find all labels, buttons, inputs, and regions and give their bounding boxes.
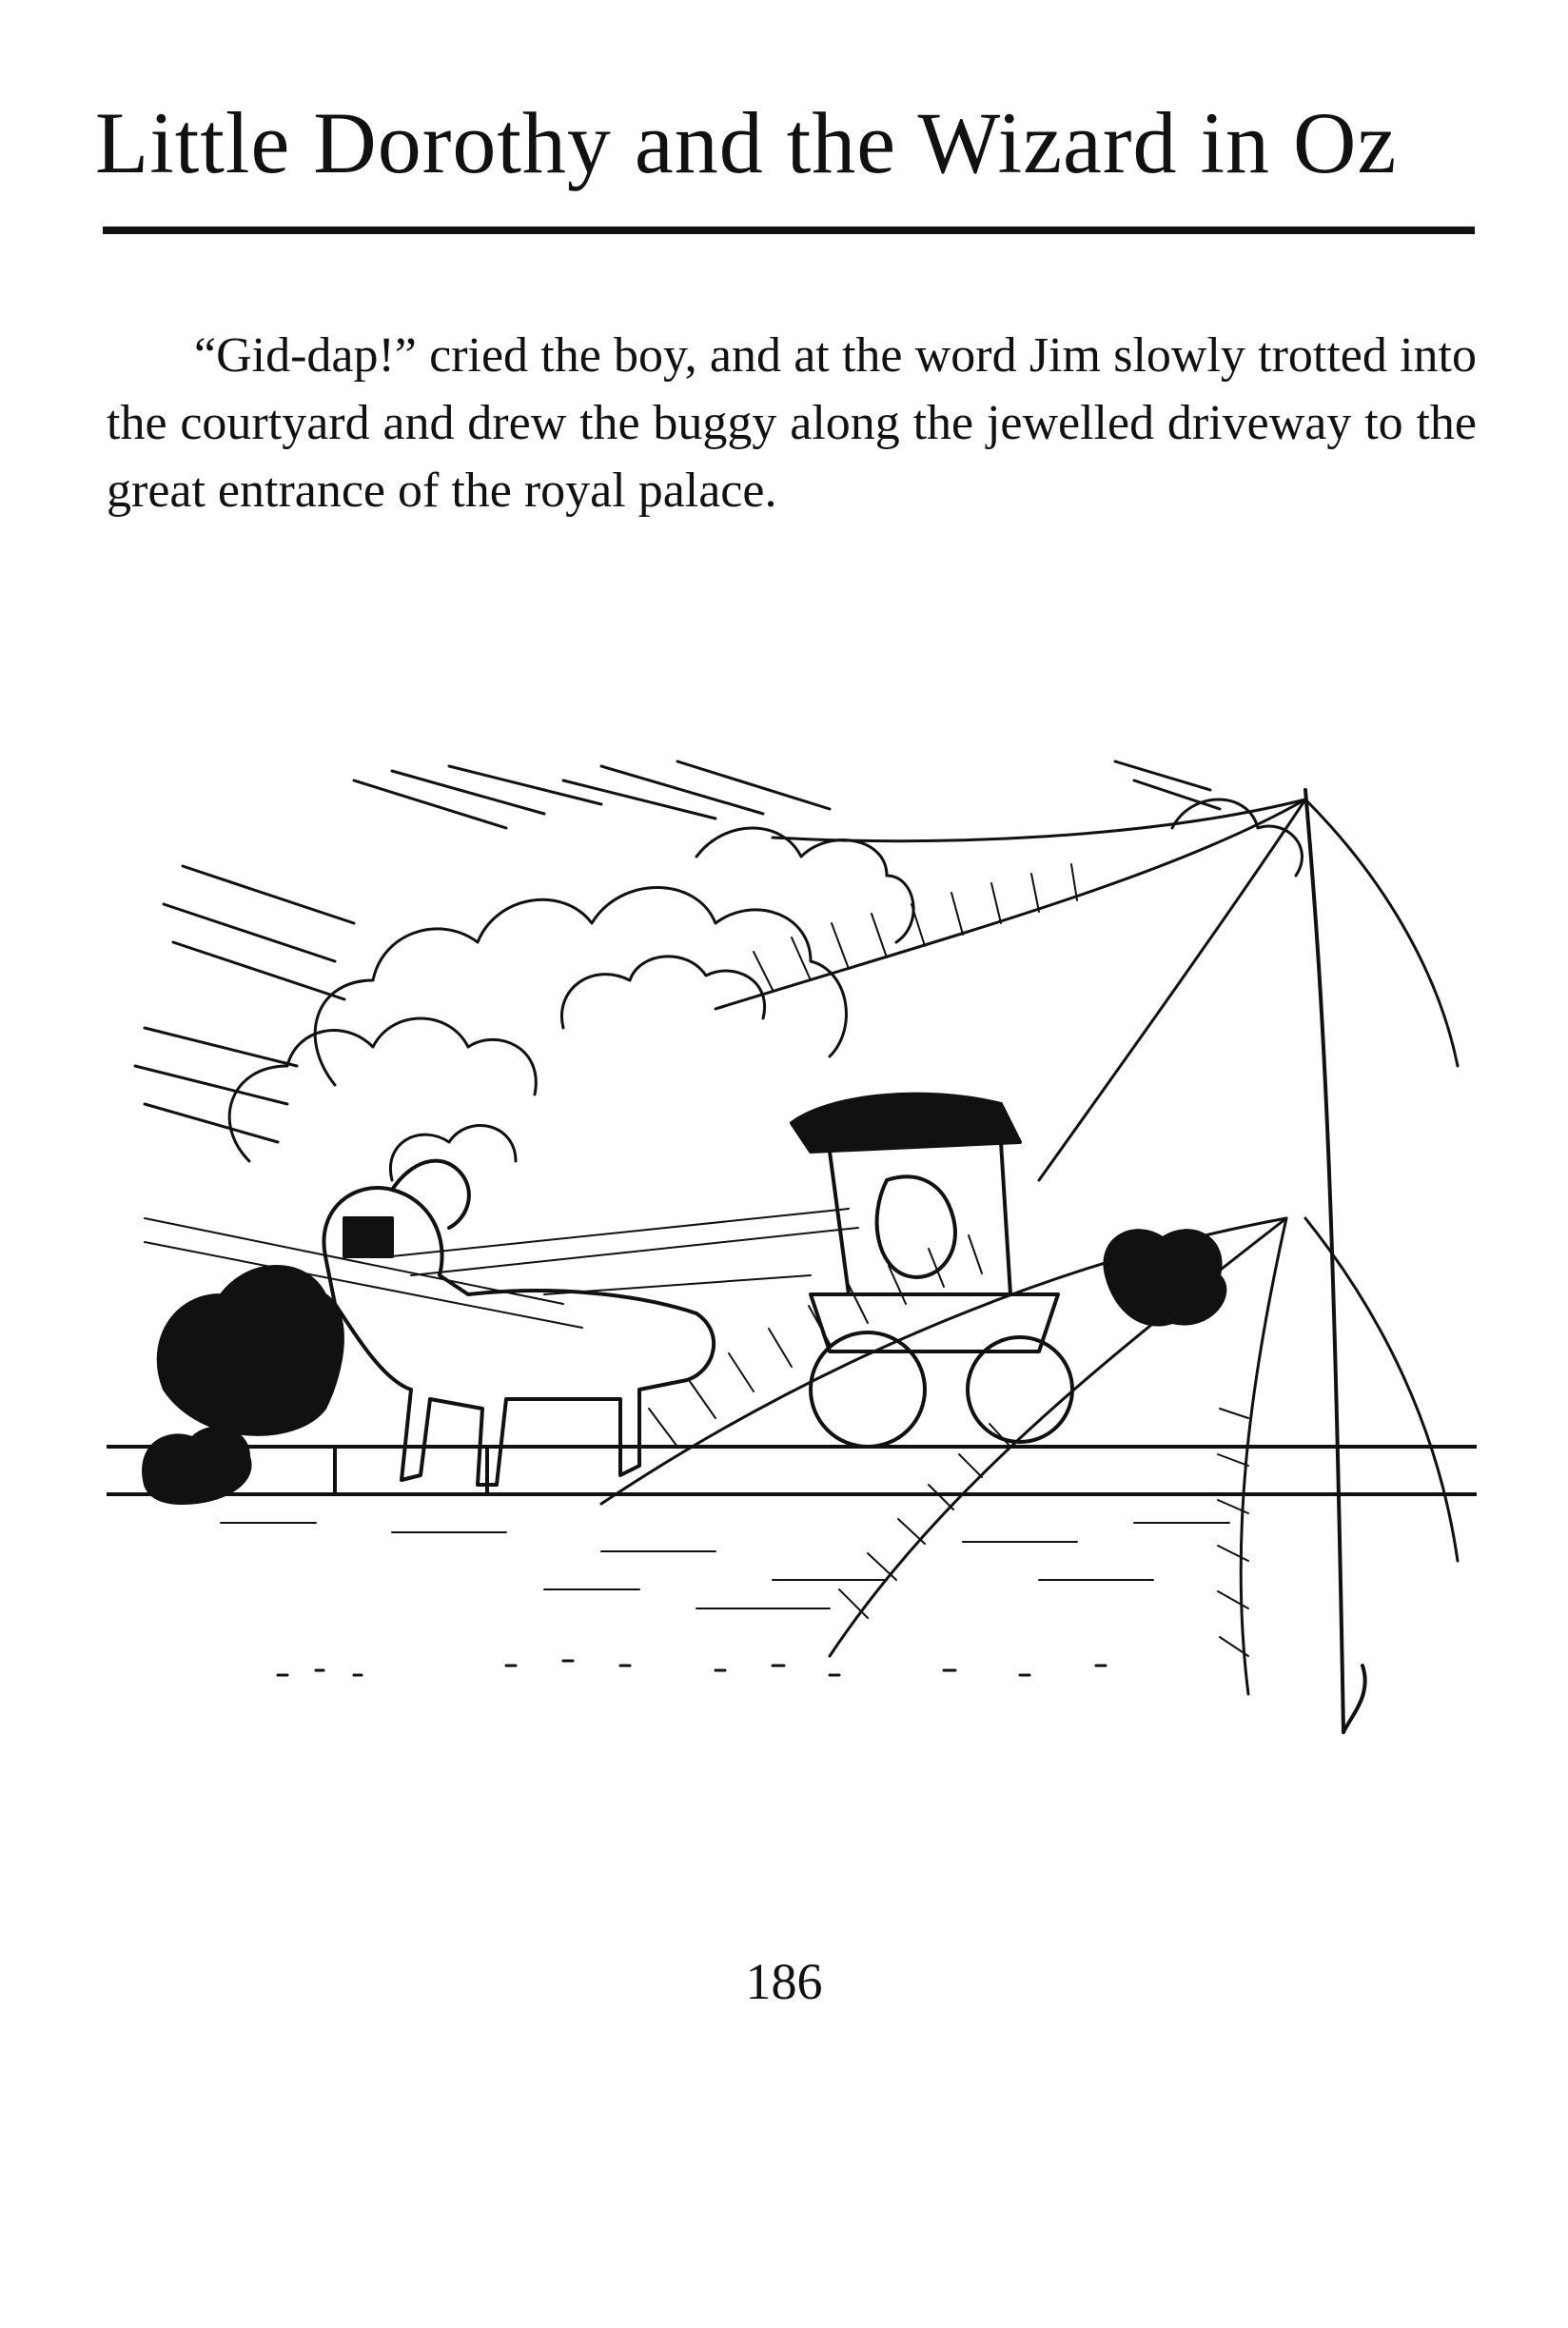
reins [392, 1209, 858, 1294]
page-title: Little Dorothy and the Wizard in Oz [95, 94, 1398, 191]
wall-bricks [221, 1523, 1229, 1608]
illustration [107, 723, 1477, 1761]
palm-tree [1305, 790, 1365, 1732]
horse [323, 1161, 714, 1485]
page-number: 186 [745, 1953, 823, 2010]
bushes [143, 1230, 1225, 1504]
palm-fronds [601, 799, 1458, 1694]
ground-stipple [278, 1661, 1106, 1675]
garden-wall [107, 1447, 1477, 1494]
body-paragraph: “Gid-dap!” cried the boy, and at the word Jim slowly trotted into the courtyard and drew the buggy along the jewelled driveway to the great entrance of the royal palace. [107, 328, 1477, 518]
buggy [792, 1095, 1072, 1447]
clouds [229, 799, 1302, 1180]
title-rule [103, 227, 1475, 234]
